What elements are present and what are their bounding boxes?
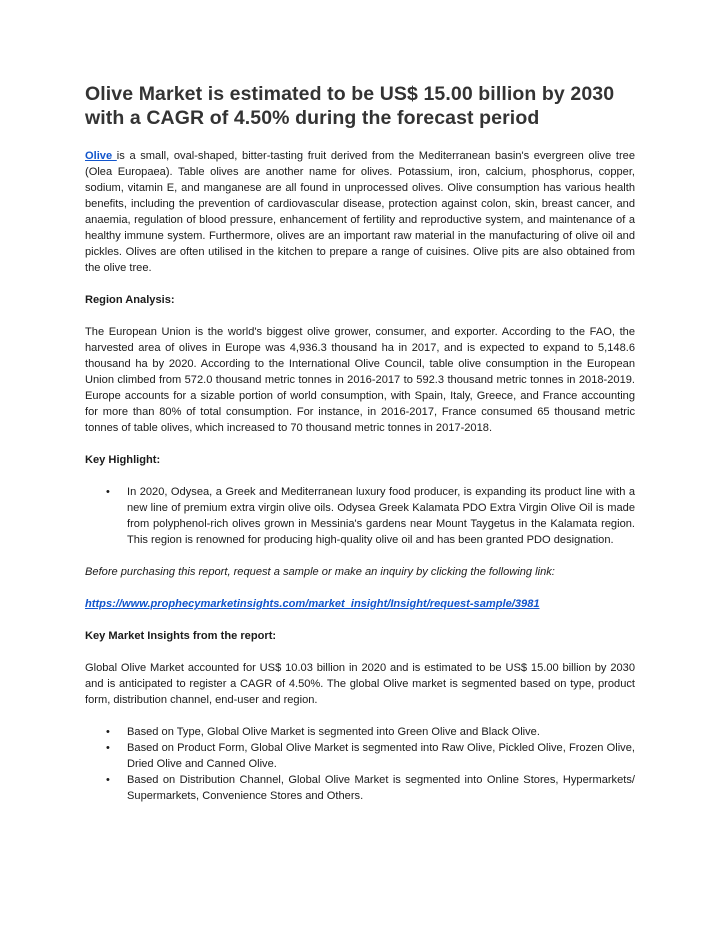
bullet-icon: • [106, 774, 110, 786]
region-paragraph: The European Union is the world's biggest olive grower, consumer, and exporter. According to the FAO, the harvested area of olives in Europe was 4,936.3 thousand ha in 2017, and is expected to expand to 5,148.6 thousand ha by 2020. According to the International Olive Council, table olive consumption in the European Union climbed from 572.0 thousand metric tonnes in 2016-2017 to 592.3 thousand metric tonnes in 2018-2019. Europe accounts for a sizable portion of world consumption, with Spain, Italy, Greece, and France accounting for more than 80% of total consumption. For instance, in 2016-2017, France consumed 65 thousand metric tonnes of table olives, which increased to 70 thousand metric tonnes in 2017-2018. [85, 326, 635, 434]
insights-heading: Key Market Insights from the report: [85, 630, 277, 642]
intro-text: is a small, oval-shaped, bitter-tasting fruit derived from the Mediterranean basin's evergreen olive tree (Olea Europaea). Table olives are another name for olives. Potassium, iron, calcium, phosphorus, copper, sodium, vitamin E, and manganese are all found in unprocessed olives. Olive consumption has various health benefits, including the prevention of cardiovascular disease, protection against colon, skin, breast cancer, and anaemia, regulation of blood pressure, enhancement of fertility and reproductive system, and maintenance of a healthy immune system. Furthermore, olives are an important raw material in the manufacturing of olive oil and pickles. Olives are often utilised in the kitchen to prepare a range of cuisines. Olive pits are also obtained from the olive tree. [85, 150, 635, 274]
bullet-icon: • [106, 726, 110, 738]
highlight-list [85, 484, 635, 548]
bullet-icon: • [106, 486, 110, 498]
region-heading: Region Analysis: [85, 294, 175, 306]
list-item: • In 2020, Odysea, a Greek and Mediterranean luxury food producer, is expanding its product line with a new line of premium extra virgin olive oils. Odysea Greek Kalamata PDO Extra Virgin Olive Oil is made from polyphenol-rich olives grown in Messinia's gardens near Mount Taygetus in the Kalamata region. This region is renowned for producing high-quality olive oil and has been granted PDO designation. [106, 486, 635, 546]
list-item: • Based on Type, Global Olive Market is segmented into Green Olive and Black Olive. [106, 726, 540, 738]
olive-link[interactable]: Olive [85, 150, 117, 162]
list-item: • Based on Product Form, Global Olive Market is segmented into Raw Olive, Pickled Olive, Frozen Olive, Dried Olive and Canned Olive. [106, 742, 635, 770]
highlight-heading: Key Highlight: [85, 454, 161, 466]
cta-text: Before purchasing this report, request a sample or make an inquiry by clicking the following link: [85, 566, 555, 578]
sample-request-link[interactable]: https://www.prophecymarketinsights.com/market_insight/Insight/request-sample/3981 [85, 598, 540, 610]
list-item: • Based on Distribution Channel, Global Olive Market is segmented into Online Stores, Hypermarkets/ Supermarkets, Convenience Stores and Others. [106, 774, 635, 802]
bullet-icon: • [106, 742, 110, 754]
intro-paragraph [85, 148, 635, 276]
insights-paragraph: Global Olive Market accounted for US$ 10.03 billion in 2020 and is estimated to be US$ 15.00 billion by 2030 and is anticipated to register a CAGR of 4.50%. The global Olive market is segmented based on type, product form, distribution channel, end-user and region. [85, 662, 635, 706]
document-title: Olive Market is estimated to be US$ 15.00 billion by 2030 with a CAGR of 4.50% during the forecast period [85, 83, 615, 129]
insights-list [85, 724, 635, 804]
